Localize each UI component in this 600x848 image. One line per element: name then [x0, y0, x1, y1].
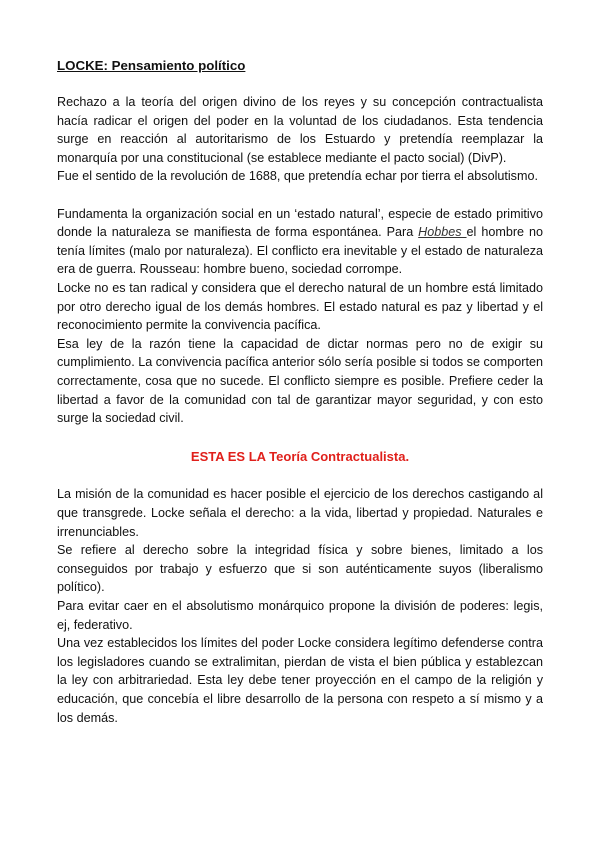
paragraph-division-poderes: Para evitar caer en el absolutismo monárquico propone la división de poderes: legis, ej, federativo.: [57, 599, 543, 632]
contractualist-heading: ESTA ES LA Teoría Contractualista.: [190, 449, 410, 465]
hobbes-link[interactable]: Hobbes: [418, 225, 467, 240]
document-title: LOCKE: Pensamiento político: [57, 58, 246, 73]
paragraph-text: el hombre no tenía límites (malo por naturaleza). El conflicto era inevitable y el estado de naturaleza era de guerra. Rousseau: hombre bueno, sociedad corrompe.: [57, 225, 543, 277]
paragraph-integridad-fisica: Se refiere al derecho sobre la integridad física y sobre bienes, limitado a los conseguidos por trabajo y esfuerzo que si son auténticamente suyos (liberalismo político).: [57, 543, 543, 595]
paragraph-origen-divino: Rechazo a la teoría del origen divino de los reyes y su concepción contractualista hacía radicar el origen del poder en la voluntad de los ciudadanos. Esta tendencia surge en reacción al autoritarismo de los Estuardo y pretendía reemplazar la monarquía por una constitucional (se establece mediante el pacto social) (DivP).: [57, 95, 543, 165]
paragraph-revolucion-1688: Fue el sentido de la revolución de 1688, que pretendía echar por tierra el absolutismo.: [57, 169, 538, 184]
spacer: [57, 186, 543, 205]
paragraph-limites-poder: Una vez establecidos los límites del poder Locke considera legítimo defenderse contra los legisladores cuando se extralimitan, pierdan de vista el bien pública y establezcan la ley con arbitrariedad. Esta ley debe tener proyección en el campo de la religión y educación, que concebía el libre desarrollo de la persona con respeto a sí mismo y a los demás.: [57, 636, 543, 725]
spacer: [57, 467, 543, 486]
spacer: [57, 428, 543, 447]
paragraph-locke-derecho-natural: Locke no es tan radical y considera que el derecho natural de un hombre está limitado por otro derecho igual de los demás hombres. El estado natural es paz y libertad y el reconocimiento permite la convivencia pacífica.: [57, 280, 543, 333]
paragraph-ley-razon: Esa ley de la razón tiene la capacidad de dictar normas pero no de exigir su cumplimiento. La convivencia pacífica anterior sólo sería posible si todos se comporten correctamente, cosa que no sucede. El conflicto siempre es posible. Prefiere ceder la libertad a favor de la comunidad con tal de garantizar mayor seguridad, y con esto surge la sociedad civil.: [57, 336, 543, 426]
paragraph-mision-comunidad: La misión de la comunidad es hacer posible el ejercicio de los derechos castigando al que transgrede. Locke señala el derecho: a la vida, libertad y propiedad. Naturales e irrenunciables.: [57, 487, 543, 539]
paragraph-text: Fundamenta la organización social en un ‘estado natural’, especie de estado primitivo donde la naturaleza se manifiesta de forma espontánea. Para: [57, 206, 543, 240]
paragraph-estado-natural: [57, 205, 543, 279]
